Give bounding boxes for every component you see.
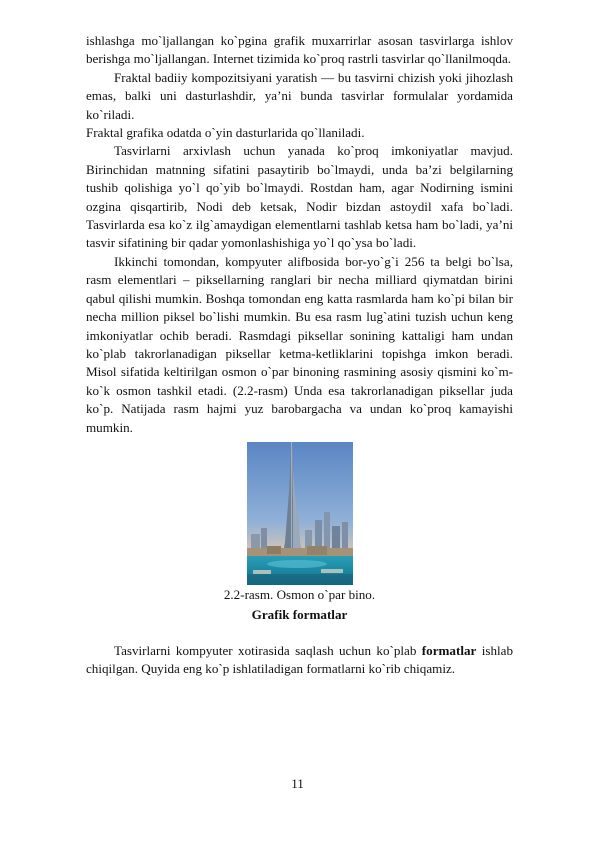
paragraph-formats [86, 642, 513, 679]
paragraph-formats-start: Tasvirlarni kompyuter xotirasida saqlash uchun ko`plab [114, 642, 422, 658]
paragraph-archiving: Tasvirlarni arxivlash uchun yanada ko`proq imkoniyatlar mavjud. Birinchidan matnning sifatini pasaytirib bo`lmaydi, unda ba’zi belgilarning tushib qolishiga yo`l qo`yib bo`lmaydi. Rostdan ham, agar Nodirning ismini ozgina qisqartirib, Nodi deb ketsak, Nodir bizdan astoydil xafa bo`ladi. Tasvirlarda esa ko`z ilg`amaydigan elementlarni tashlab ketsa ham bo`ladi, ya’ni tasvir sifatining bir qadar yomonlashishiga yo`l qo`ysa bo`ladi. [86, 143, 513, 251]
paragraph-raster-editors: ishlashga mo`ljallangan ko`pgina grafik muxarrirlar asosan tasvirlarga ishlov berishga mo`ljallangan. Internet tizimida ko`proq rastrli tasvirlar qo`llanilmoqda. [86, 33, 513, 67]
figure-caption: 2.2-rasm. Osmon o`par bino. [223, 586, 376, 602]
paragraph-pixels: Ikkinchi tomondan, kompyuter alifbosida bor-yo`g`i 256 ta belgi bo`lsa, rasm elementlari – piksellarning ranglari bir necha milliard qiymatdan birini qabul qilishi mumkin. Boshqa tomondan eng katta rasmlarda ham ko`pi bilan bir necha million piksel bo`lishi mumkin. Bu esa rasm lug`atini tuzish uchun keng imkoniyatlar ochib beradi. Rasmdagi piksellar sonining kattaligi ham undan ko`plab takrorlanadigan piksellar ketma-ketliklarini topishga imkon beradi. Misol sifatida keltirilgan osmon o`par binoning rasmining asosiy qismini ko`m-ko`k osmon tashkil etadi. (2.2-rasm) Unda esa takrorlanadigan piksellar juda ko`p. Natijada rasm hajmi yuz barobargacha va undan ko`proq kamayishi mumkin. [86, 253, 513, 435]
paragraph-fractal-games: Fraktal grafika odatda o`yin dasturlarida qo`llaniladi. [86, 125, 365, 141]
paragraph-fractal-composition: Fraktal badiiy kompozitsiyani yaratish — bu tasvirni chizish yoki jihozlash emas, balki uni dasturlashdir, ya’ni bunda tasvirlar formulalar yordamida ko`riladi. [86, 69, 513, 122]
formats-term: formatlar [421, 642, 477, 658]
page-number: 11 [291, 776, 304, 791]
paragraph-formats-end: ishlab chiqilgan. Quyida eng ko`p ishlatiladigan formatlarni ko`rib chiqamiz. [86, 642, 513, 677]
skyscraper-photo [247, 442, 353, 585]
section-heading: Grafik formatlar [251, 607, 348, 623]
document-page [86, 32, 513, 679]
